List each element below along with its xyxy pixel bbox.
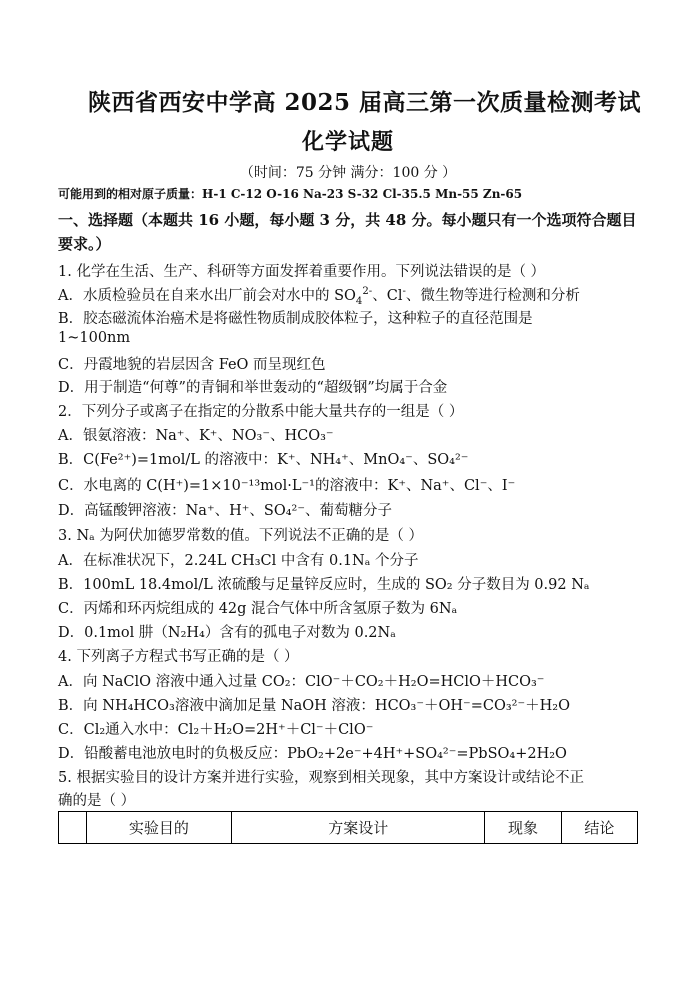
superscript: 2-	[362, 286, 373, 298]
section-title: 一、选择题（本题共 16 小题，每小题 3 分，共 48 分。每小题只有一个选项符合题目要求。）	[58, 211, 637, 253]
question-2-option-a: A．银氨溶液：Na⁺、K⁺、NO₃⁻、HCO₃⁻	[58, 428, 334, 444]
exam-subtitle: 化学试题	[301, 129, 394, 155]
time-info: （时间：75 分钟 满分：100 分 ）	[239, 165, 457, 181]
question-1-option-c: C．丹霞地貌的岩层因含 FeO 而呈现红色	[58, 357, 326, 373]
question-4-stem: 4. 下列离子方程式书写正确的是（ ）	[58, 649, 299, 665]
table-header-row	[59, 812, 638, 844]
question-3-option-a: A．在标准状况下，2.24L CH₃Cl 中含有 0.1Nₐ 个分子	[58, 553, 419, 569]
option-text: 、微生物等进行检测和分析	[405, 288, 580, 304]
question-4-option-d: D．铅酸蓄电池放电时的负极反应：PbO₂+2e⁻+4H⁺+SO₄²⁻=PbSO₄+2H₂O	[58, 746, 567, 762]
question-1-option-d: D．用于制造“何尊”的青铜和举世轰动的“超级钢”均属于合金	[58, 380, 448, 396]
question-1-option-b-cont: 1~100nm	[58, 330, 131, 346]
experiment-table	[58, 811, 638, 844]
option-text: A．水质检验员在自来水出厂前会对水中的 SO	[58, 288, 356, 304]
option-text: 、Cl	[372, 288, 403, 304]
atomic-masses: 可能用到的相对原子质量：H-1 C-12 O-16 Na-23 S-32 Cl-35.5 Mn-55 Zn-65	[58, 187, 523, 201]
question-3-option-b: B．100mL 18.4mol/L 浓硫酸与足量锌反应时，生成的 SO₂ 分子数目为 0.92 Nₐ	[58, 577, 590, 593]
table-header-purpose: 实验目的	[86, 812, 231, 844]
question-5-stem: 5. 根据实验目的设计方案并进行实验，观察到相关现象，其中方案设计或结论不正	[58, 770, 584, 786]
question-1-stem: 1. 化学在生活、生产、科研等方面发挥着重要作用。下列说法错误的是（ ）	[58, 264, 546, 280]
question-4-option-b: B．向 NH₄HCO₃溶液中滴加足量 NaOH 溶液：HCO₃⁻＋OH⁻=CO₃²⁻＋H₂O	[58, 698, 570, 714]
table-header-phenomenon: 现象	[485, 812, 561, 844]
question-2-option-b: B．C(Fe²⁺)=1mol/L 的溶液中：K⁺、NH₄⁺、MnO₄⁻、SO₄²⁻	[58, 452, 469, 468]
question-5-stem-cont: 确的是（ ）	[58, 793, 136, 809]
question-2-option-c: C．水电离的 C(H⁺)=1×10⁻¹³mol·L⁻¹的溶液中：K⁺、Na⁺、Cl⁻、I⁻	[58, 478, 516, 494]
superscript: -	[402, 286, 406, 298]
question-4-option-c: C．Cl₂通入水中：Cl₂＋H₂O=2H⁺＋Cl⁻＋ClO⁻	[58, 722, 374, 738]
question-1-option-a	[58, 284, 580, 305]
question-3-option-c: C．丙烯和环丙烷组成的 42g 混合气体中所含氢原子数为 6Nₐ	[58, 601, 458, 617]
table-header-conclusion: 结论	[561, 812, 637, 844]
question-3-option-d: D．0.1mol 肼（N₂H₄）含有的孤电子对数为 0.2Nₐ	[58, 625, 396, 641]
exam-title: 陕西省西安中学高 2025 届高三第一次质量检测考试	[88, 89, 642, 116]
question-2-stem: 2．下列分子或离子在指定的分散系中能大量共存的一组是（ ）	[58, 404, 464, 420]
table-header-design: 方案设计	[232, 812, 485, 844]
question-3-stem: 3. Nₐ 为阿伏加德罗常数的值。下列说法不正确的是（ ）	[58, 528, 423, 544]
subscript: 4	[355, 295, 363, 307]
question-2-option-d: D．高锰酸钾溶液：Na⁺、H⁺、SO₄²⁻、葡萄糖分子	[58, 503, 393, 519]
question-1-option-b: B．胶态磁流体治癌术是将磁性物质制成胶体粒子，这种粒子的直径范围是	[58, 311, 533, 327]
question-4-option-a: A．向 NaClO 溶液中通入过量 CO₂：ClO⁻＋CO₂＋H₂O=HClO＋HCO₃⁻	[58, 674, 545, 690]
table-header-index	[59, 812, 87, 844]
